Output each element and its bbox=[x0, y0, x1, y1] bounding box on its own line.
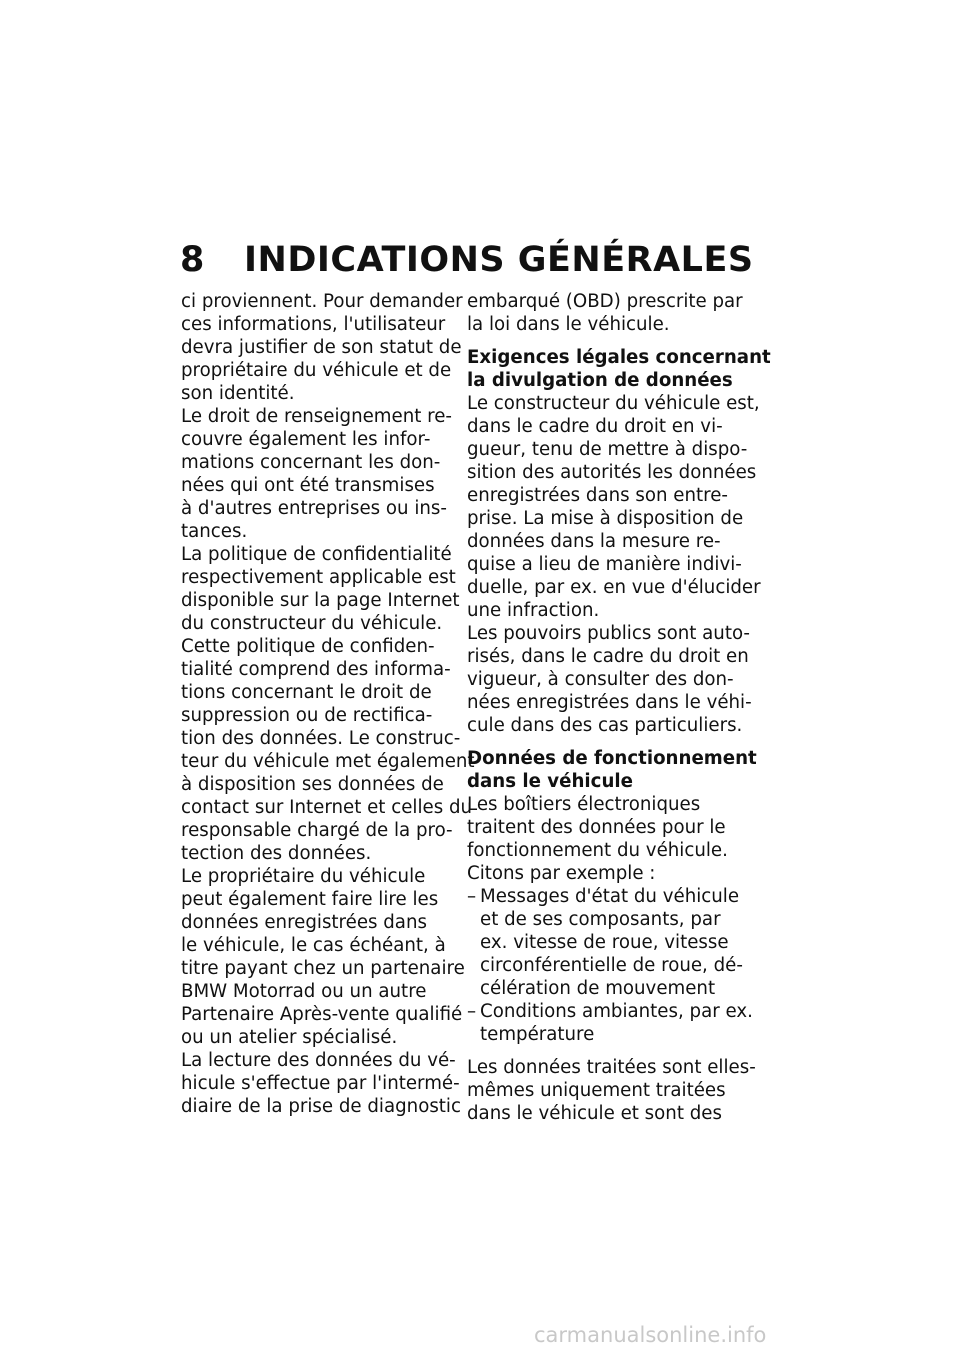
body-text-line: gueur, tenu de mettre à dispo- bbox=[467, 439, 748, 460]
body-text-line: Les données traitées sont elles- bbox=[467, 1057, 756, 1078]
list-item-text: Messages d'état du véhicule bbox=[480, 886, 740, 907]
body-text-line: une infraction. bbox=[467, 600, 600, 621]
chapter-number: 8 bbox=[180, 240, 205, 280]
body-text-line: couvre également les infor- bbox=[181, 429, 431, 450]
body-text-line: nées qui ont été transmises bbox=[181, 475, 435, 496]
body-text-line: dans le cadre du droit en vi- bbox=[467, 416, 723, 437]
body-text-line: Les pouvoirs publics sont auto- bbox=[467, 623, 750, 644]
body-text-line: du constructeur du véhicule. bbox=[181, 613, 443, 634]
body-text-line: La politique de confidentialité bbox=[181, 544, 452, 565]
list-item-continuation: température bbox=[480, 1024, 595, 1045]
body-text-line: suppression ou de rectifica- bbox=[181, 705, 433, 726]
body-text-line: contact sur Internet et celles du bbox=[181, 797, 473, 818]
body-text-line: ou un atelier spécialisé. bbox=[181, 1027, 398, 1048]
list-dash: – bbox=[467, 1001, 477, 1022]
section-heading: Exigences légales concernant bbox=[467, 347, 771, 368]
section-heading: la divulgation de données bbox=[467, 370, 733, 391]
body-text-line: tion des données. Le construc- bbox=[181, 728, 461, 749]
body-text-line: BMW Motorrad ou un autre bbox=[181, 981, 427, 1002]
body-text-line: données dans la mesure re- bbox=[467, 531, 721, 552]
body-text-line: Citons par exemple : bbox=[467, 863, 656, 884]
body-text-line: peut également faire lire les bbox=[181, 889, 439, 910]
body-text-line: nées enregistrées dans le véhi- bbox=[467, 692, 752, 713]
list-item-continuation: circonférentielle de roue, dé- bbox=[480, 955, 743, 976]
body-text-line: vigueur, à consulter des don- bbox=[467, 669, 734, 690]
body-text-line: La lecture des données du vé- bbox=[181, 1050, 456, 1071]
body-text-line: prise. La mise à disposition de bbox=[467, 508, 744, 529]
body-text-line: enregistrées dans son entre- bbox=[467, 485, 728, 506]
body-text-line: ci proviennent. Pour demander bbox=[181, 291, 463, 312]
body-text-line: hicule s'effectue par l'intermé- bbox=[181, 1073, 460, 1094]
list-item bbox=[467, 1000, 753, 1023]
body-text-line: propriétaire du véhicule et de bbox=[181, 360, 452, 381]
body-text-line: ces informations, l'utilisateur bbox=[181, 314, 446, 335]
body-text-line: fonctionnement du véhicule. bbox=[467, 840, 728, 861]
body-text-line: traitent des données pour le bbox=[467, 817, 726, 838]
body-text-line: mêmes uniquement traitées bbox=[467, 1080, 726, 1101]
body-text-line: disponible sur la page Internet bbox=[181, 590, 460, 611]
body-text-line: Les boîtiers électroniques bbox=[467, 794, 701, 815]
body-text-line: duelle, par ex. en vue d'élucider bbox=[467, 577, 761, 598]
body-text-line: devra justifier de son statut de bbox=[181, 337, 462, 358]
list-item-text: Conditions ambiantes, par ex. bbox=[480, 1001, 753, 1022]
list-item bbox=[467, 885, 742, 908]
body-text-line: la loi dans le véhicule. bbox=[467, 314, 670, 335]
body-text-line: le véhicule, le cas échéant, à bbox=[181, 935, 446, 956]
body-text-line: embarqué (OBD) prescrite par bbox=[467, 291, 743, 312]
paragraph-gap bbox=[467, 1046, 742, 1056]
body-text-line: tions concernant le droit de bbox=[181, 682, 432, 703]
body-text-line: sition des autorités les données bbox=[467, 462, 757, 483]
body-text-line: tances. bbox=[181, 521, 248, 542]
body-text-line: Le constructeur du véhicule est, bbox=[467, 393, 760, 414]
list-item-continuation: ex. vitesse de roue, vitesse bbox=[480, 932, 729, 953]
list-item-continuation: et de ses composants, par bbox=[480, 909, 721, 930]
body-text-line: Le droit de renseignement re- bbox=[181, 406, 452, 427]
body-text-line: titre payant chez un partenaire bbox=[181, 958, 465, 979]
body-text-line: données enregistrées dans bbox=[181, 912, 427, 933]
body-text-line: à d'autres entreprises ou ins- bbox=[181, 498, 447, 519]
body-text-line: diaire de la prise de diagnostic bbox=[181, 1096, 461, 1117]
body-text-line: dans le véhicule et sont des bbox=[467, 1103, 722, 1124]
body-text-line: mations concernant les don- bbox=[181, 452, 441, 473]
chapter-header bbox=[180, 240, 754, 280]
body-text-line: à disposition ses données de bbox=[181, 774, 444, 795]
list-dash: – bbox=[467, 886, 477, 907]
list-item-continuation: célération de mouvement bbox=[480, 978, 716, 999]
watermark: carmanualsonline.info bbox=[534, 1323, 767, 1347]
body-text-line: Cette politique de confiden- bbox=[181, 636, 435, 657]
paragraph-gap bbox=[467, 336, 742, 346]
paragraph-gap bbox=[467, 737, 742, 747]
body-text-line: quise a lieu de manière indivi- bbox=[467, 554, 742, 575]
body-text-line: respectivement applicable est bbox=[181, 567, 456, 588]
chapter-title: INDICATIONS GÉNÉRALES bbox=[244, 240, 754, 280]
left-text-column bbox=[181, 290, 475, 1118]
body-text-line: risés, dans le cadre du droit en bbox=[467, 646, 749, 667]
right-text-column bbox=[467, 290, 771, 1125]
body-text-line: Le propriétaire du véhicule bbox=[181, 866, 426, 887]
body-text-line: cule dans des cas particuliers. bbox=[467, 715, 743, 736]
body-text-line: son identité. bbox=[181, 383, 295, 404]
body-text-line: tialité comprend des informa- bbox=[181, 659, 451, 680]
section-heading: dans le véhicule bbox=[467, 771, 633, 792]
section-heading: Données de fonctionnement bbox=[467, 748, 757, 769]
body-text-line: responsable chargé de la pro- bbox=[181, 820, 453, 841]
body-text-line: tection des données. bbox=[181, 843, 372, 864]
body-text-line: teur du véhicule met également bbox=[181, 751, 475, 772]
body-text-line: Partenaire Après-vente qualifié bbox=[181, 1004, 463, 1025]
